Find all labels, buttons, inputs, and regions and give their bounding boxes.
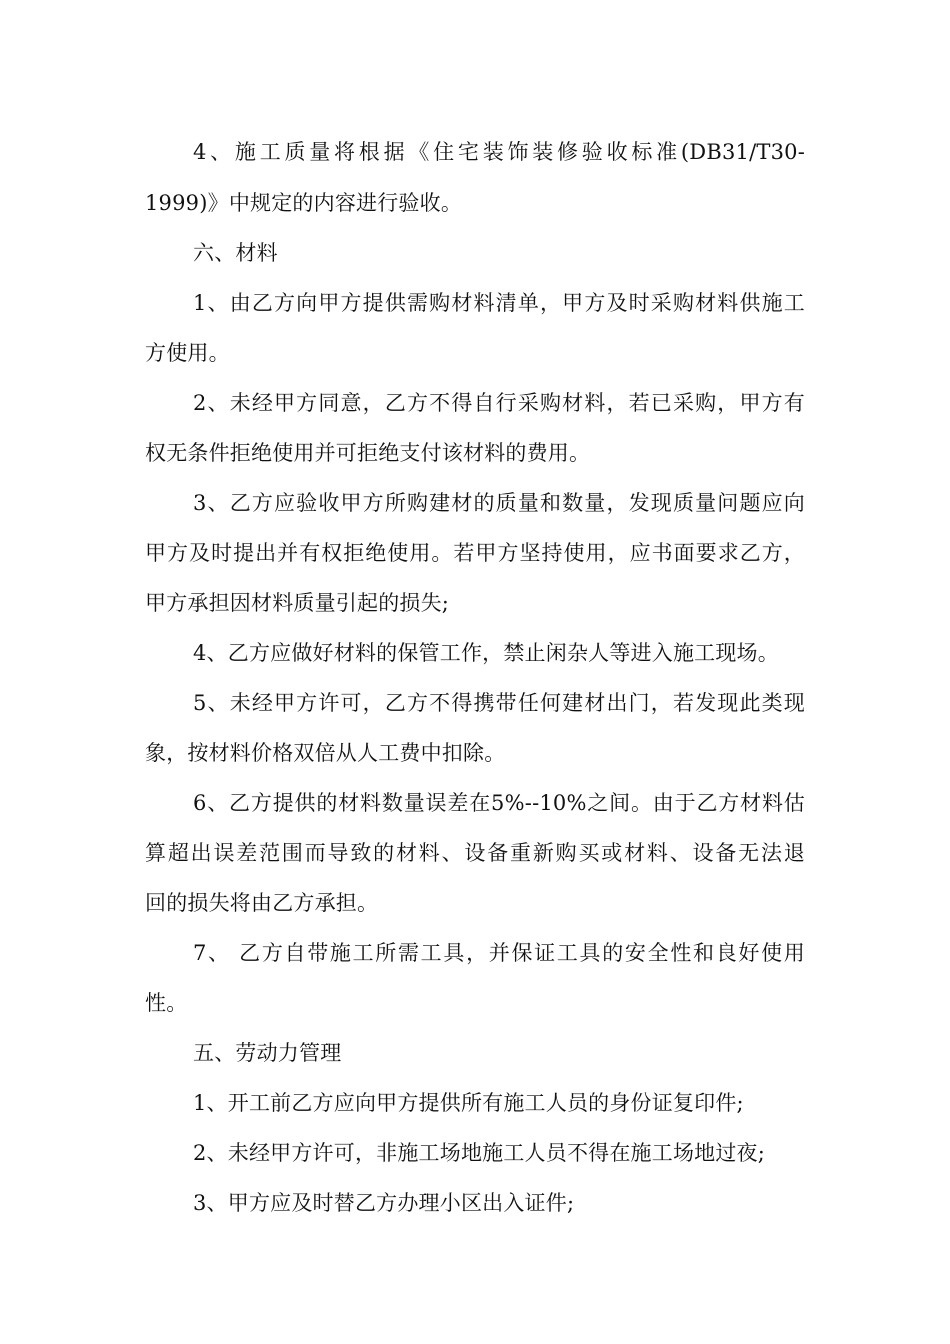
labor-clause-1: 1、开工前乙方应向甲方提供所有施工人员的身份证复印件; bbox=[193, 1091, 744, 1115]
materials-clause-1-line-2: 方使用。 bbox=[145, 341, 230, 365]
materials-clause-7-line-1: 7、 乙方自带施工所需工具，并保证工具的安全性和良好使用 bbox=[193, 941, 805, 965]
materials-clause-3-line-1: 3、乙方应验收甲方所购建材的质量和数量，发现质量问题应向 bbox=[193, 491, 805, 515]
materials-clause-5-line-1: 5、未经甲方许可，乙方不得携带任何建材出门，若发现此类现 bbox=[193, 691, 805, 715]
materials-clause-2-line-1: 2、未经甲方同意，乙方不得自行采购材料，若已采购，甲方有 bbox=[193, 391, 805, 415]
materials-clause-6-line-3: 回的损失将由乙方承担。 bbox=[145, 891, 379, 915]
materials-clause-3-line-3: 甲方承担因材料质量引起的损失; bbox=[145, 591, 450, 615]
materials-clause-7-line-2: 性。 bbox=[145, 991, 188, 1015]
labor-clause-2: 2、未经甲方许可，非施工场地施工人员不得在施工场地过夜; bbox=[193, 1141, 766, 1165]
clause-4-quality-line-1: 4、施工质量将根据《住宅装饰装修验收标准(DB31/T30- bbox=[193, 140, 805, 164]
section-heading-labor-management: 五、劳动力管理 bbox=[193, 1041, 342, 1065]
materials-clause-5-line-2: 象，按材料价格双倍从人工费中扣除。 bbox=[145, 741, 506, 765]
labor-clause-3: 3、甲方应及时替乙方办理小区出入证件; bbox=[193, 1191, 575, 1215]
clause-4-quality-line-2: 1999)》中规定的内容进行验收。 bbox=[145, 191, 463, 215]
materials-clause-4: 4、乙方应做好材料的保管工作，禁止闲杂人等进入施工现场。 bbox=[193, 641, 779, 665]
materials-clause-1-line-1: 1、由乙方向甲方提供需购材料清单，甲方及时采购材料供施工 bbox=[193, 291, 805, 315]
materials-clause-6-line-1: 6、乙方提供的材料数量误差在5%--10%之间。由于乙方材料估 bbox=[193, 791, 805, 815]
materials-clause-3-line-2: 甲方及时提出并有权拒绝使用。若甲方坚持使用，应书面要求乙方， bbox=[145, 541, 805, 565]
materials-clause-2-line-2: 权无条件拒绝使用并可拒绝支付该材料的费用。 bbox=[145, 441, 591, 465]
materials-clause-6-line-2: 算超出误差范围而导致的材料、设备重新购买或材料、设备无法退 bbox=[145, 841, 805, 865]
section-heading-materials: 六、材料 bbox=[193, 241, 278, 265]
